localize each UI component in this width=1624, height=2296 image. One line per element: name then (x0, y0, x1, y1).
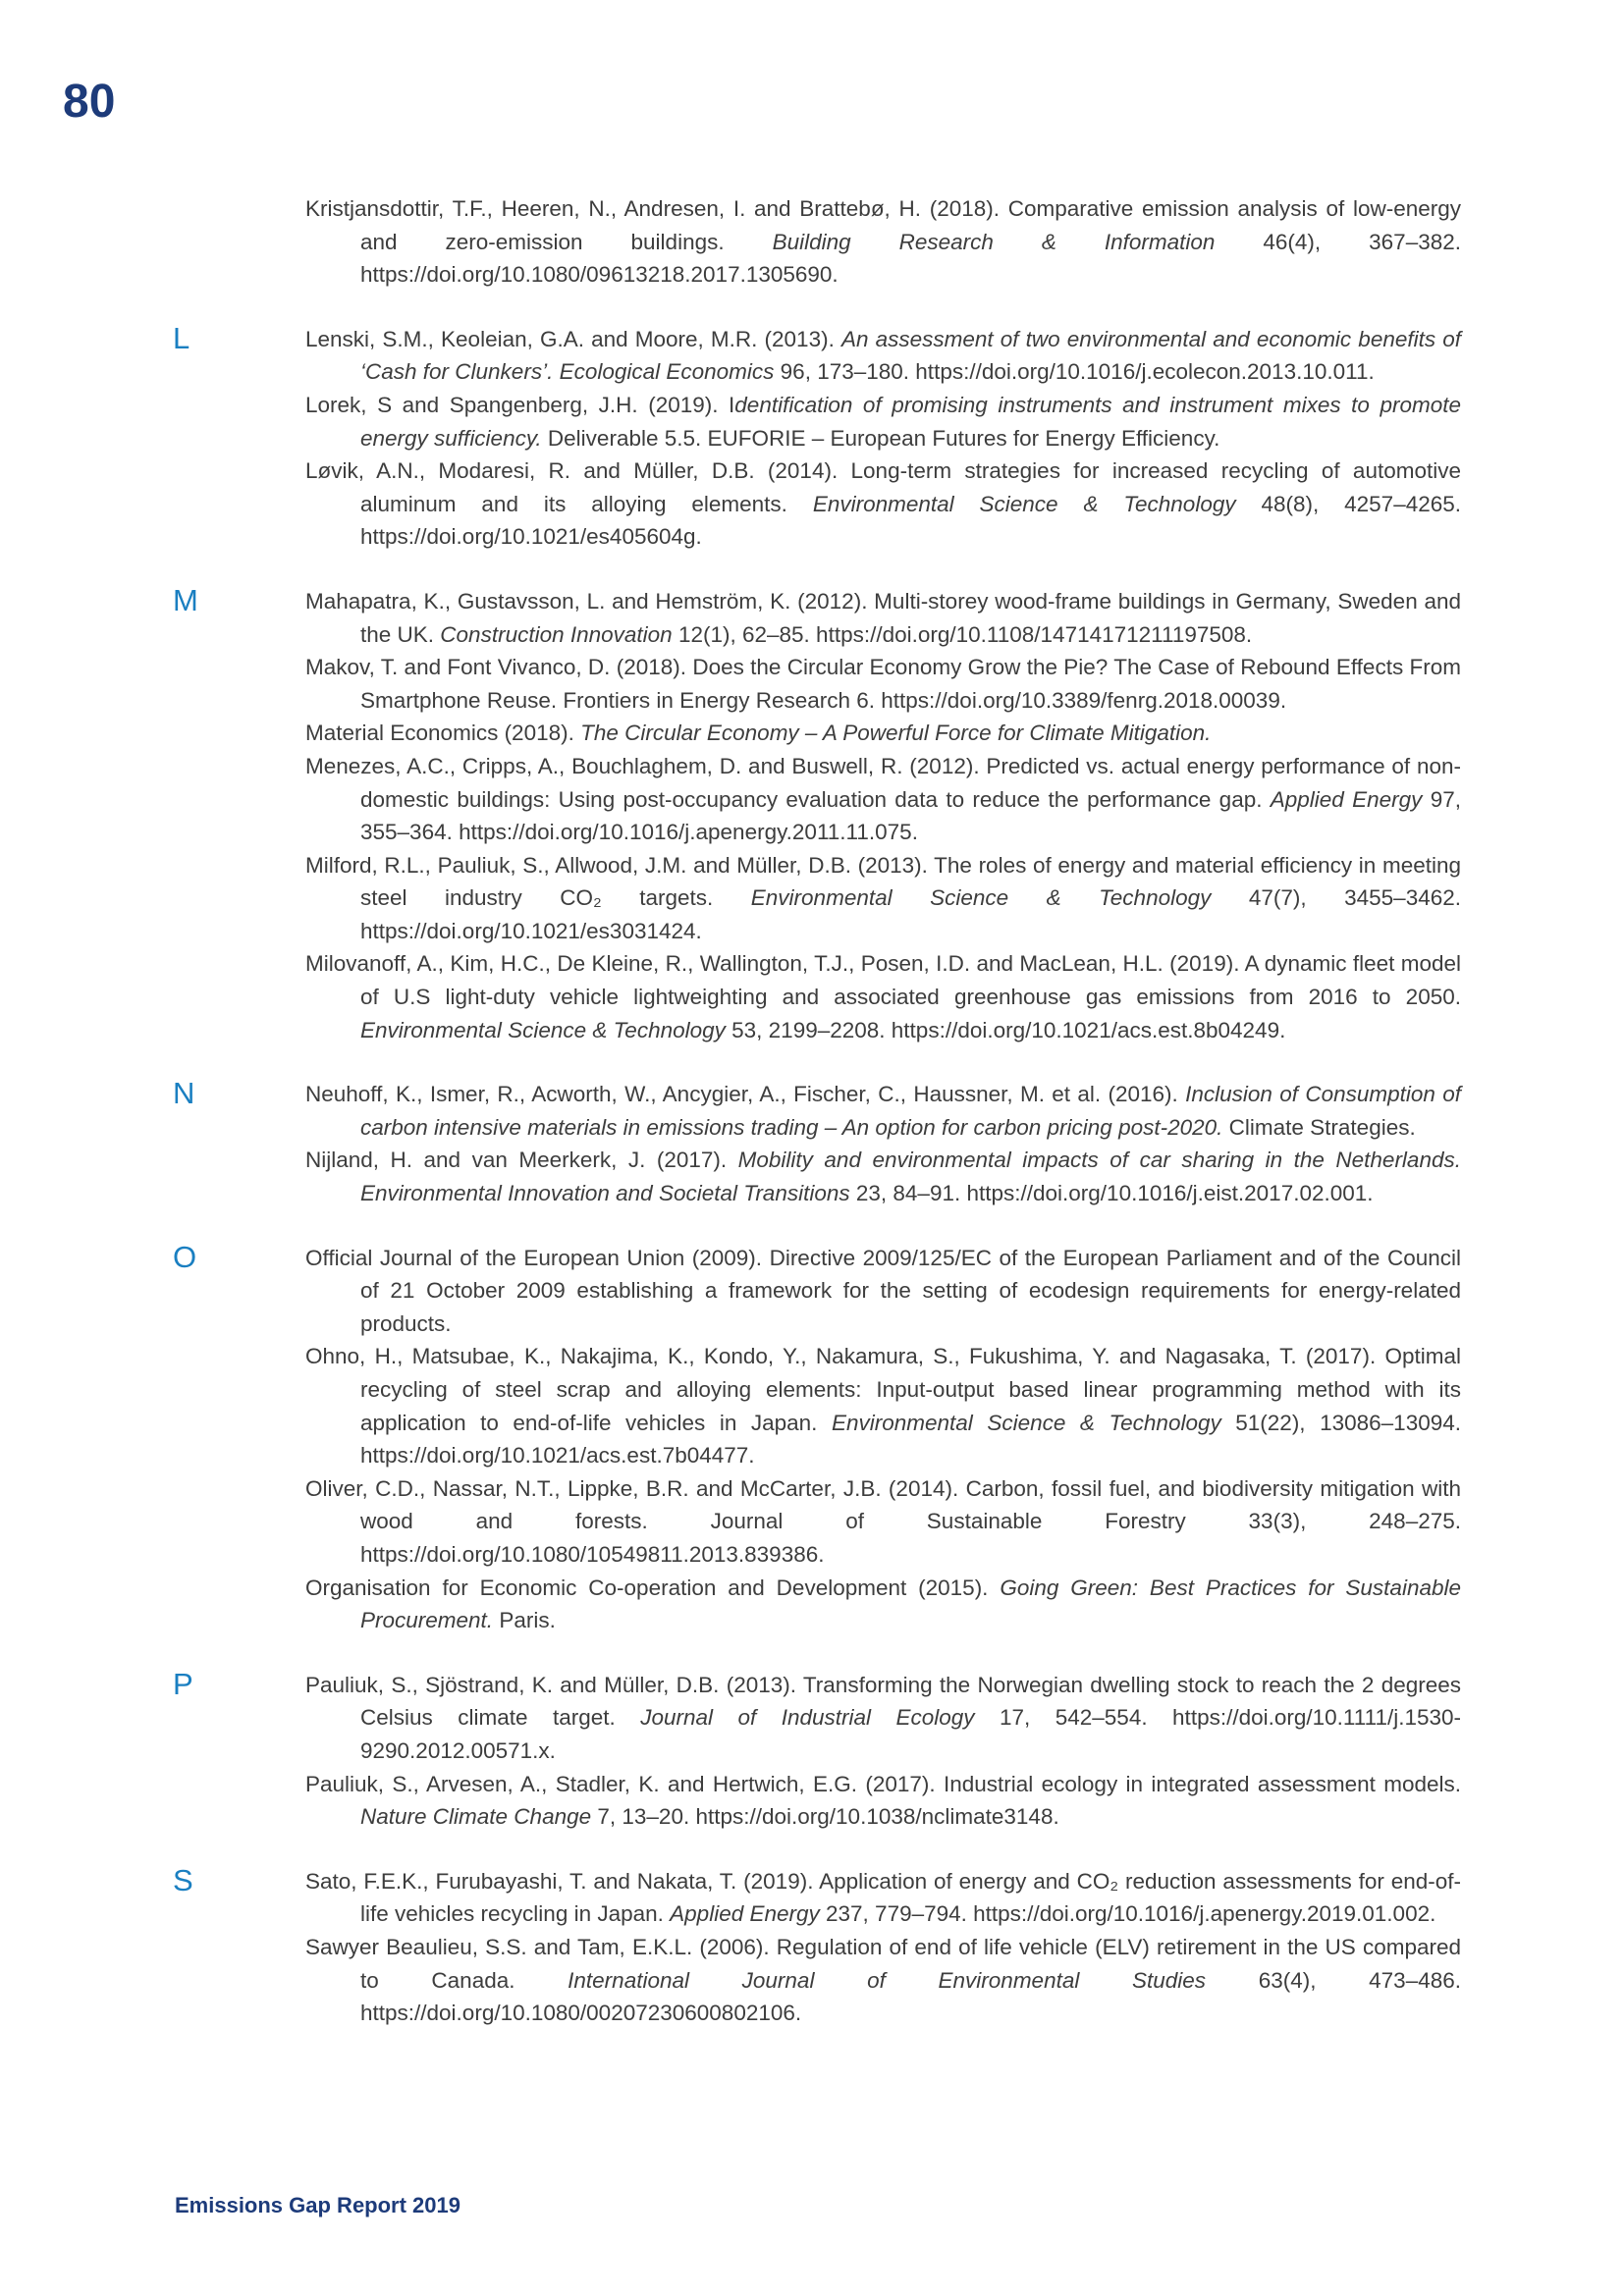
reference-section-o (0, 1239, 1624, 1637)
reference-text: Pauliuk, S., Sjöstrand, K. and Müller, D.B. (2013). Transforming the Norwegian dwelling stock to reach the 2 degrees Celsius climate target. (305, 1672, 1461, 1731)
reference-entry (305, 1144, 1461, 1209)
reference-text: 96, 173–180. https://doi.org/10.1016/j.ecolecon.2013.10.011. (774, 359, 1375, 385)
reference-section-p (0, 1666, 1624, 1834)
reference-group (305, 585, 1461, 1046)
reference-text: Mahapatra, K., Gustavsson, L. and Hemström, K. (2012). Multi-storey wood-frame buildings in Germany, Sweden and the UK. (305, 588, 1461, 647)
reference-italic: International Journal of Environmental Studies (568, 1967, 1207, 1993)
reference-entry (305, 323, 1461, 389)
reference-text: Sawyer Beaulieu, S.S. and Tam, E.K.L. (2006). Regulation of end of life vehicle (ELV) retirement in the US compared to Canada. (305, 1934, 1461, 1993)
reference-text: Lorek, S and Spangenberg, J.H. (2019). I (305, 392, 735, 417)
reference-text: Nijland, H. and van Meerkerk, J. (2017). (305, 1148, 738, 1173)
reference-section-k (0, 192, 1624, 292)
reference-text: Pauliuk, S., Arvesen, A., Stadler, K. and Hertwich, E.G. (2017). Industrial ecology in integrated assessment models. (305, 1771, 1461, 1796)
reference-text: 237, 779–794. https://doi.org/10.1016/j.apenergy.2019.01.002. (819, 1901, 1436, 1927)
reference-group (305, 1242, 1461, 1637)
reference-group (305, 1669, 1461, 1834)
reference-italic: Applied Energy (1270, 786, 1423, 812)
reference-entry (305, 1078, 1461, 1144)
reference-text: Sato, F.E.K., Furubayashi, T. and Nakata, T. (2019). Application of energy and CO₂ reduction assessments for end-of-life vehicles recycling in Japan. (305, 1868, 1461, 1927)
reference-text: Organisation for Economic Co-operation and Development (2015). (305, 1575, 1001, 1600)
reference-entry (305, 1472, 1461, 1572)
reference-italic: The Circular Economy – A Powerful Force for Climate Mitigation. (580, 721, 1212, 746)
page-number: 80 (63, 76, 116, 128)
reference-italic: Going Green: Best Practices for Sustainable Procurement. (360, 1575, 1461, 1633)
reference-text: Paris. (493, 1608, 556, 1633)
reference-italic: Construction Innovation (440, 621, 673, 647)
reference-group (305, 192, 1461, 292)
reference-entry (305, 1865, 1461, 1931)
reference-entry (305, 1669, 1461, 1768)
reference-entry (305, 389, 1461, 454)
reference-italic: dentification of promising instruments and instrument mixes to promote energy sufficiency. (360, 392, 1461, 451)
reference-text: 23, 84–91. https://doi.org/10.1016/j.eist.2017.02.001. (849, 1181, 1374, 1206)
report-footer: Emissions Gap Report 2019 (175, 2193, 460, 2217)
reference-group (305, 323, 1461, 554)
reference-entry (305, 454, 1461, 554)
reference-text: Milovanoff, A., Kim, H.C., De Kleine, R., Wallington, T.J., Posen, I.D. and MacLean, H.L. (2019). A dynamic fleet model of U.S light-duty vehicle lightweighting and associated greenhouse gas emissions from 2016 to 2050. (305, 951, 1461, 1010)
reference-italic: Inclusion of Consumption of carbon intensive materials in emissions trading – An option for carbon pricing post-2020. (360, 1082, 1461, 1140)
reference-text: 7, 13–20. https://doi.org/10.1038/nclimate3148. (591, 1804, 1059, 1830)
reference-section-s (0, 1862, 1624, 2030)
reference-entry (305, 1572, 1461, 1637)
reference-entry (305, 849, 1461, 948)
reference-italic: An assessment of two environmental and economic benefits of ‘Cash for Clunkers’. Ecological Economics (360, 326, 1461, 385)
reference-text: Official Journal of the European Union (2009). Directive 2009/125/EC of the European Parliament and of the Council of 21 October 2009 establishing a framework for the setting of ecodesign requirements for energy-related products. (305, 1245, 1461, 1336)
reference-entry (305, 1242, 1461, 1341)
section-letter: O (173, 1239, 197, 1274)
reference-text: Kristjansdottir, T.F., Heeren, N., Andresen, I. and Brattebø, H. (2018). Comparative emission analysis of low-energy and zero-emission buildings. (305, 196, 1461, 254)
reference-entry (305, 717, 1461, 750)
reference-group (305, 1865, 1461, 2030)
reference-text: Ohno, H., Matsubae, K., Nakajima, K., Kondo, Y., Nakamura, S., Fukushima, Y. and Nagasaka, T. (2017). Optimal recycling of steel scrap and alloying elements: Input-output based linear programming method with its application to end-of-life vehicles in Japan. (305, 1344, 1461, 1435)
reference-italic: Nature Climate Change (360, 1804, 592, 1830)
reference-italic: Building Research & Information (772, 229, 1216, 254)
reference-text: Løvik, A.N., Modaresi, R. and Müller, D.B. (2014). Long-term strategies for increased recycling of automotive aluminum and its alloying elements. (305, 458, 1461, 516)
reference-text: Deliverable 5.5. EUFORIE – European Futures for Energy Efficiency. (541, 425, 1220, 451)
reference-italic: Journal of Industrial Ecology (640, 1705, 975, 1731)
reference-italic: Environmental Science & Technology (750, 885, 1212, 911)
reference-text: 48(8), 4257–4265. https://doi.org/10.1021/es405604g. (360, 491, 1462, 550)
reference-entry (305, 651, 1461, 717)
reference-list (0, 192, 1624, 2061)
reference-section-l (0, 320, 1624, 554)
reference-entry (305, 585, 1461, 651)
reference-text: 51(22), 13086–13094. https://doi.org/10.1021/acs.est.7b04477. (360, 1410, 1461, 1468)
section-letter: M (173, 582, 198, 617)
reference-text: Lenski, S.M., Keoleian, G.A. and Moore, M.R. (2013). (305, 326, 841, 351)
reference-text: Menezes, A.C., Cripps, A., Bouchlaghem, D. and Buswell, R. (2012). Predicted vs. actual energy performance of non-domestic buildings: Using post-occupancy evaluation data to reduce the performance gap. (305, 753, 1461, 812)
reference-italic: Environmental Science & Technology (812, 491, 1236, 516)
reference-text: Milford, R.L., Pauliuk, S., Allwood, J.M. and Müller, D.B. (2013). The roles of energy and material efficiency in meeting steel industry CO₂ targets. (305, 852, 1461, 911)
reference-text: 12(1), 62–85. https://doi.org/10.1108/14714171211197508. (672, 621, 1253, 647)
reference-text: 97, 355–364. https://doi.org/10.1016/j.apenergy.2011.11.075. (360, 786, 1461, 845)
reference-text: 17, 542–554. https://doi.org/10.1111/j.1530-9290.2012.00571.x. (360, 1705, 1461, 1763)
reference-text: Material Economics (2018). (305, 721, 581, 746)
reference-entry (305, 750, 1461, 849)
section-letter: S (173, 1862, 193, 1897)
reference-section-n (0, 1078, 1624, 1209)
section-letter: L (173, 320, 190, 355)
reference-italic: Environmental Science & Technology (831, 1410, 1221, 1435)
reference-italic: Applied Energy (670, 1901, 820, 1927)
section-letter: N (173, 1076, 195, 1111)
reference-text: Neuhoff, K., Ismer, R., Acworth, W., Ancygier, A., Fischer, C., Haussner, M. et al. (2016). (305, 1082, 1186, 1107)
reference-entry (305, 192, 1461, 292)
reference-text: Oliver, C.D., Nassar, N.T., Lippke, B.R. and McCarter, J.B. (2014). Carbon, fossil fuel, and biodiversity mitigation with wood and forests. Journal of Sustainable Forestry 33(3), 248–275. https://doi.org/10.1080/10549811.2013.839386. (305, 1475, 1461, 1567)
section-letter: P (173, 1666, 193, 1701)
reference-text: 47(7), 3455–3462. https://doi.org/10.1021/es3031424. (360, 885, 1461, 943)
reference-entry (305, 947, 1461, 1046)
reference-italic: Environmental Science & Technology (360, 1017, 726, 1042)
reference-group (305, 1078, 1461, 1209)
reference-text: 53, 2199–2208. https://doi.org/10.1021/acs.est.8b04249. (725, 1017, 1286, 1042)
reference-text: Climate Strategies. (1222, 1114, 1416, 1140)
reference-entry (305, 1768, 1461, 1834)
reference-entry (305, 1340, 1461, 1471)
reference-text: 46(4), 367–382. https://doi.org/10.1080/09613218.2017.1305690. (360, 229, 1461, 288)
reference-text: 63(4), 473–486. https://doi.org/10.1080/00207230600802106. (360, 1967, 1461, 2026)
reference-italic: Mobility and environmental impacts of car sharing in the Netherlands. Environmental Innovation and Societal Transitions (360, 1148, 1461, 1206)
reference-entry (305, 1931, 1461, 2030)
reference-text: Makov, T. and Font Vivanco, D. (2018). Does the Circular Economy Grow the Pie? The Case of Rebound Effects From Smartphone Reuse. Frontiers in Energy Research 6. https://doi.org/10.3389/fenrg.2018.00039. (305, 655, 1461, 713)
reference-section-m (0, 582, 1624, 1046)
